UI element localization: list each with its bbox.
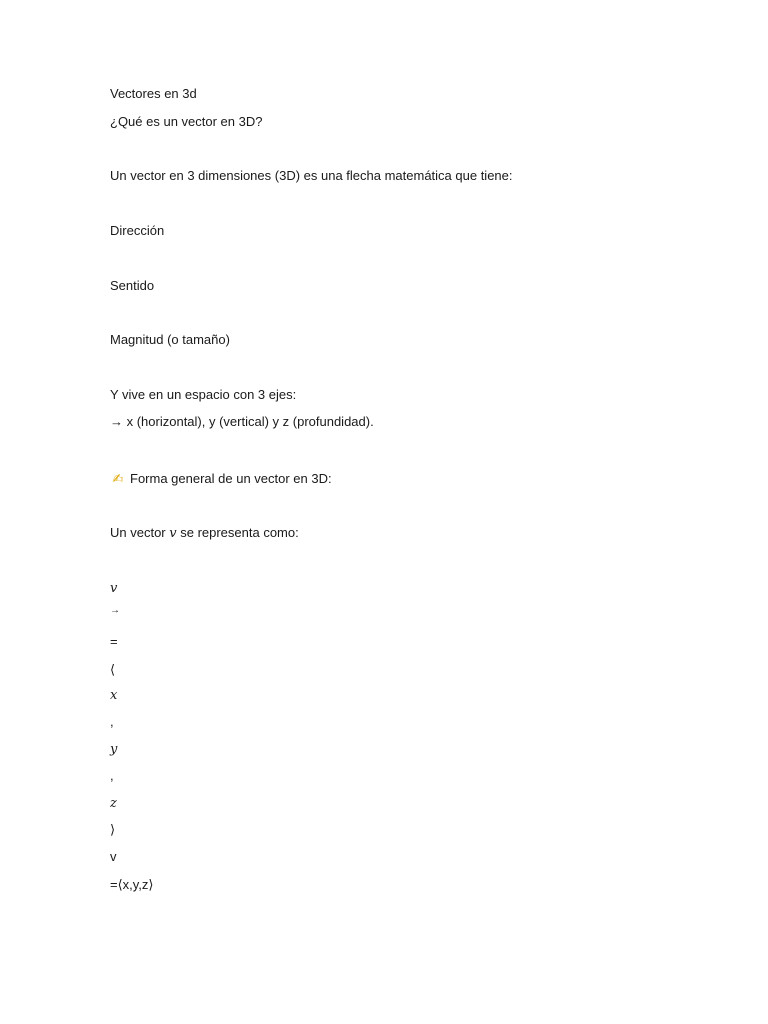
vector-variable: v — [169, 526, 177, 541]
formula-plain-v: v — [110, 849, 117, 864]
formula-equals: = — [110, 634, 118, 649]
axes-intro: Y vive en un espacio con 3 ejes: — [110, 387, 297, 402]
formula-x: x — [110, 688, 118, 703]
axes-description: → x (horizontal), y (vertical) y z (profundidad). — [110, 414, 374, 429]
representation-suffix: se representa como: — [176, 525, 299, 540]
document-title: Vectores en 3d — [110, 86, 197, 101]
representation-sentence — [110, 525, 299, 542]
property-direction: Dirección — [110, 223, 165, 238]
formula-y: y — [110, 742, 118, 757]
formula-comma-1: , — [110, 714, 114, 729]
formula-plain-expression: =⟨x,y,z⟩ — [110, 877, 154, 892]
general-form-text: Forma general de un vector en 3D: — [130, 471, 332, 486]
representation-prefix: Un vector — [110, 525, 170, 540]
formula-open-bracket: ⟨ — [110, 662, 116, 677]
property-magnitude: Magnitud (o tamaño) — [110, 332, 230, 347]
writing-hand-icon: ✍ — [112, 471, 124, 486]
formula-arrow: → — [110, 605, 120, 616]
general-form-heading — [110, 471, 332, 487]
formula-comma-2: , — [110, 768, 114, 783]
intro-paragraph: Un vector en 3 dimensiones (3D) es una flecha matemática que tiene: — [110, 168, 513, 183]
question-heading: ¿Qué es un vector en 3D? — [110, 114, 263, 129]
formula-close-bracket: ⟩ — [110, 822, 116, 837]
formula-v: v — [110, 581, 118, 596]
formula-z: z — [110, 796, 117, 811]
property-sense: Sentido — [110, 278, 155, 293]
